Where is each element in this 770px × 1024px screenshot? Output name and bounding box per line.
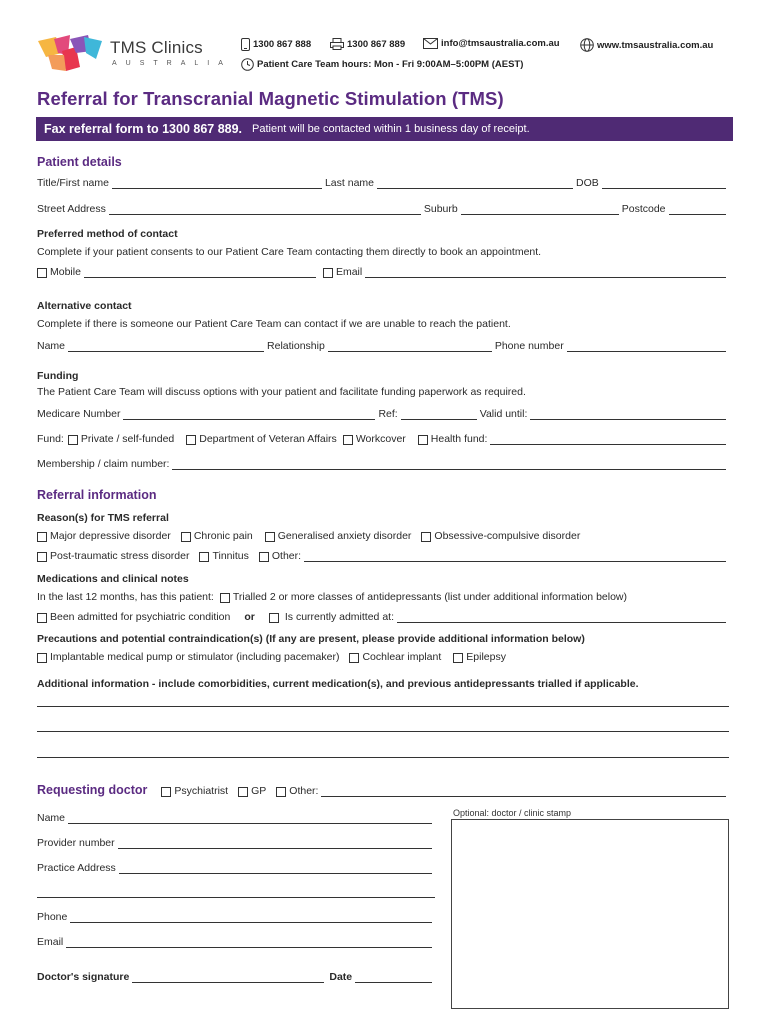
epilepsy-checkbox[interactable]: [453, 653, 463, 663]
address-row: Street Address Suburb Postcode: [37, 203, 729, 215]
reasons-row-1: Major depressive disorder Chronic pain Generalised anxiety disorder Obsessive-compulsive disorder: [37, 530, 580, 542]
tinnitus-checkbox[interactable]: [199, 552, 209, 562]
reasons-heading: Reason(s) for TMS referral: [37, 512, 169, 524]
relationship-field[interactable]: [328, 341, 492, 352]
mobile-field[interactable]: [84, 267, 316, 278]
banner-contact-text: Patient will be contacted within 1 business day of receipt.: [252, 123, 530, 135]
chronic-pain-checkbox[interactable]: [181, 532, 191, 542]
header-hours: Patient Care Team hours: Mon - Fri 9:00AM–5:00PM (AEST): [241, 58, 523, 71]
header-website: www.tmsaustralia.com.au: [580, 38, 713, 52]
mobile-checkbox[interactable]: [37, 268, 47, 278]
contact-note: Complete if your patient consents to our Patient Care Team contacting them directly to book an appointment.: [37, 246, 542, 258]
banner-fax-text: Fax referral form to 1300 867 889.: [44, 122, 243, 136]
name-row: Title/First name Last name DOB: [37, 177, 729, 189]
doctor-name-field[interactable]: [68, 813, 432, 824]
implant-checkbox[interactable]: [37, 653, 47, 663]
fund-row: Fund: Private / self-funded Department of Veteran Affairs Workcover Health fund:: [37, 433, 729, 445]
precautions-row: Implantable medical pump or stimulator (including pacemaker) Cochlear implant Epilepsy: [37, 651, 506, 663]
doctor-type-row: Requesting doctor Psychiatrist GP Other:: [37, 783, 729, 797]
ocd-checkbox[interactable]: [421, 532, 431, 542]
health-fund-field[interactable]: [490, 434, 726, 445]
dob-field[interactable]: [602, 178, 726, 189]
globe-icon: [580, 38, 594, 52]
additional-info-heading: Additional information - include comorbidities, current medication(s), and previous antidepressants trialled if applicable.: [37, 678, 639, 690]
doctor-email-row: Email: [37, 936, 435, 948]
alt-contact-heading: Alternative contact: [37, 300, 132, 312]
referral-heading: Referral information: [37, 488, 157, 502]
practice-row: Practice Address: [37, 862, 435, 874]
phone-icon: [241, 38, 250, 51]
date-field[interactable]: [355, 972, 432, 983]
gp-checkbox[interactable]: [238, 787, 248, 797]
currently-admitted-checkbox[interactable]: [269, 613, 279, 623]
other-reason-field[interactable]: [304, 551, 726, 562]
provider-row: Provider number: [37, 837, 435, 849]
trialled-checkbox[interactable]: [220, 593, 230, 603]
patient-details-heading: Patient details: [37, 155, 122, 169]
fax-banner: [36, 117, 733, 141]
brand-subtitle: AUSTRALIA: [112, 60, 232, 67]
ref-field[interactable]: [401, 409, 477, 420]
clock-icon: [241, 58, 254, 71]
ptsd-checkbox[interactable]: [37, 552, 47, 562]
header-email: info@tmsaustralia.com.au: [423, 38, 560, 49]
medicare-row: Medicare Number Ref: Valid until:: [37, 408, 729, 420]
gad-checkbox[interactable]: [265, 532, 275, 542]
alt-contact-note: Complete if there is someone our Patient Care Team can contact if we are unable to reach the patient.: [37, 318, 511, 330]
contact-heading: Preferred method of contact: [37, 228, 178, 240]
brand-name: TMS Clinics: [110, 38, 203, 57]
health-fund-checkbox[interactable]: [418, 435, 428, 445]
alt-name-field[interactable]: [68, 341, 264, 352]
dva-checkbox[interactable]: [186, 435, 196, 445]
practice-address-line-2[interactable]: [37, 897, 435, 898]
currently-admitted-field[interactable]: [397, 612, 726, 623]
meds-heading: Medications and clinical notes: [37, 573, 189, 585]
street-field[interactable]: [109, 204, 421, 215]
signature-field[interactable]: [132, 972, 324, 983]
mdd-checkbox[interactable]: [37, 532, 47, 542]
fax-icon: [330, 38, 344, 50]
funding-note: The Patient Care Team will discuss options with your patient and facilitate funding paperwork as required.: [37, 386, 526, 398]
medicare-field[interactable]: [123, 409, 375, 420]
precautions-heading: Precautions and potential contraindication(s) (If any are present, please provide additional information below): [37, 633, 585, 645]
alt-phone-field[interactable]: [567, 341, 726, 352]
admitted-checkbox[interactable]: [37, 613, 47, 623]
last-name-field[interactable]: [377, 178, 573, 189]
signature-row: Doctor's signature Date: [37, 971, 435, 983]
suburb-field[interactable]: [461, 204, 619, 215]
additional-info-line-1[interactable]: [37, 706, 729, 707]
additional-info-line-2[interactable]: [37, 731, 729, 732]
funding-heading: Funding: [37, 370, 79, 382]
page-title: Referral for Transcranial Magnetic Stimulation (TMS): [37, 88, 504, 109]
requesting-doctor-heading: Requesting doctor: [37, 783, 148, 797]
membership-row: Membership / claim number:: [37, 458, 729, 470]
additional-info-line-3[interactable]: [37, 757, 729, 758]
last12-row: In the last 12 months, has this patient: Trialled 2 or more classes of antidepressants (list under additional information below): [37, 591, 627, 603]
doctor-phone-field[interactable]: [70, 912, 432, 923]
alt-contact-row: Name Relationship Phone number: [37, 340, 729, 352]
other-doctor-checkbox[interactable]: [276, 787, 286, 797]
email-field[interactable]: [365, 267, 726, 278]
provider-number-field[interactable]: [118, 838, 432, 849]
practice-address-field[interactable]: [119, 863, 432, 874]
postcode-field[interactable]: [669, 204, 726, 215]
stamp-label: Optional: doctor / clinic stamp: [453, 808, 572, 818]
valid-until-field[interactable]: [530, 409, 726, 420]
doctor-name-row: Name: [37, 812, 435, 824]
membership-field[interactable]: [172, 459, 726, 470]
workcover-checkbox[interactable]: [343, 435, 353, 445]
cochlear-checkbox[interactable]: [349, 653, 359, 663]
contact-row: Mobile Email: [37, 266, 729, 278]
header-fax: 1300 867 889: [330, 38, 405, 50]
mail-icon: [423, 38, 438, 49]
doctor-email-field[interactable]: [66, 937, 432, 948]
tms-logo: [36, 33, 106, 75]
doctor-phone-row: Phone: [37, 911, 435, 923]
other-reason-checkbox[interactable]: [259, 552, 269, 562]
header-phone: 1300 867 888: [241, 38, 311, 51]
first-name-field[interactable]: [112, 178, 322, 189]
other-doctor-field[interactable]: [321, 786, 726, 797]
reasons-row-2: Post-traumatic stress disorder Tinnitus Other:: [37, 550, 729, 562]
private-checkbox[interactable]: [68, 435, 78, 445]
email-checkbox[interactable]: [323, 268, 333, 278]
clinic-stamp-box[interactable]: [451, 819, 729, 1009]
psychiatrist-checkbox[interactable]: [161, 787, 171, 797]
admitted-row: Been admitted for psychiatric condition or Is currently admitted at:: [37, 611, 729, 623]
